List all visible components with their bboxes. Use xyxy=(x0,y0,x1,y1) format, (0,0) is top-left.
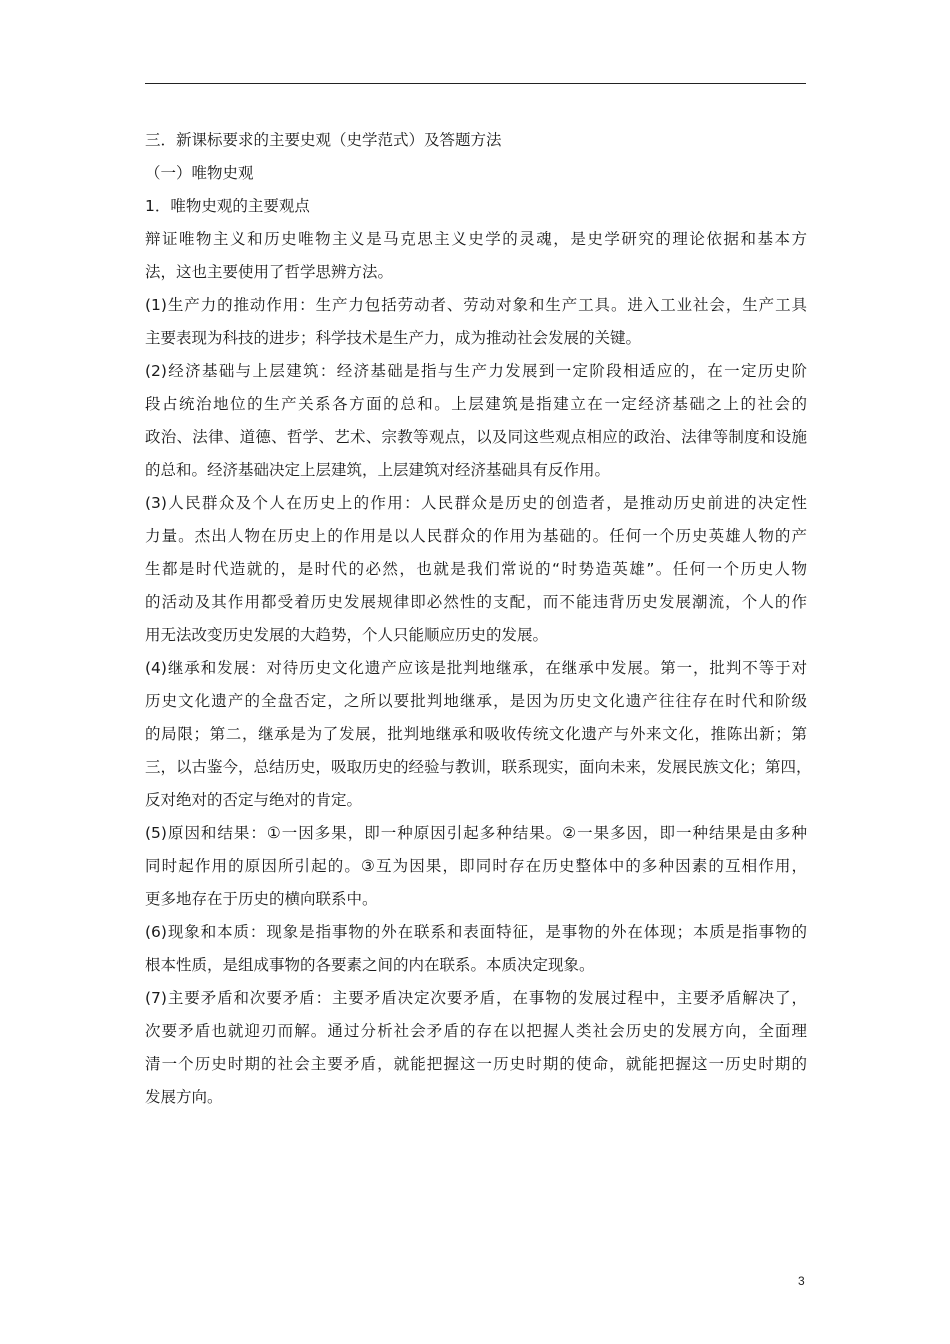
text-line: 更多地存在于历史的横向联系中。 xyxy=(145,890,378,908)
text-line: 同时起作用的原因所引起的。③互为因果，即同时存在历史整体中的多种因素的互相作用， xyxy=(145,857,807,875)
text-line: 生都是时代造就的，是时代的必然，也就是我们常说的“时势造英雄”。任何一个历史人物 xyxy=(145,560,807,578)
text-line: 清一个历史时期的社会主要矛盾，就能把握这一历史时期的使命，就能把握这一历史时期的 xyxy=(145,1055,807,1073)
text-line: 的局限；第二，继承是为了发展，批判地继承和吸收传统文化遗产与外来文化，推陈出新；第 xyxy=(145,725,807,743)
text-line: (6)现象和本质：现象是指事物的外在联系和表面特征，是事物的外在体现；本质是指事物的 xyxy=(145,923,807,941)
text-line: 法，这也主要使用了哲学思辨方法。 xyxy=(145,263,394,281)
text-line: (5)原因和结果：①一因多果，即一种原因引起多种结果。②一果多因，即一种结果是由多种 xyxy=(145,824,807,842)
text-line: (2)经济基础与上层建筑：经济基础是指与生产力发展到一定阶段相适应的，在一定历史阶 xyxy=(145,362,807,380)
text-line: 用无法改变历史发展的大趋势，个人只能顺应历史的发展。 xyxy=(145,626,549,644)
text-line: 的总和。经济基础决定上层建筑，上层建筑对经济基础具有反作用。 xyxy=(145,461,611,479)
text-line: (3)人民群众及个人在历史上的作用：人民群众是历史的创造者，是推动历史前进的决定性 xyxy=(145,494,807,512)
text-line: (7)主要矛盾和次要矛盾：主要矛盾决定次要矛盾，在事物的发展过程中，主要矛盾解决了， xyxy=(145,989,807,1007)
text-line: (4)继承和发展：对待历史文化遗产应该是批判地继承，在继承中发展。第一，批判不等于对 xyxy=(145,659,807,677)
text-line: 主要表现为科技的进步；科学技术是生产力，成为推动社会发展的关键。 xyxy=(145,329,642,347)
text-line: 反对绝对的否定与绝对的肯定。 xyxy=(145,791,363,809)
text-line: 力量。杰出人物在历史上的作用是以人民群众的作用为基础的。任何一个历史英雄人物的产 xyxy=(145,527,807,545)
subsection-heading: （一）唯物史观 xyxy=(145,164,254,182)
topic-heading: 1．唯物史观的主要观点 xyxy=(145,197,310,215)
section-heading: 三．新课标要求的主要史观（史学范式）及答题方法 xyxy=(145,131,502,149)
document-body xyxy=(145,124,815,1114)
text-line: 政治、法律、道德、哲学、艺术、宗教等观点，以及同这些观点相应的政治、法律等制度和设施 xyxy=(145,428,807,446)
text-line: 历史文化遗产的全盘否定，之所以要批判地继承，是因为历史文化遗产往往存在时代和阶级 xyxy=(145,692,807,710)
page-number: 3 xyxy=(798,1274,805,1288)
text-line: (1)生产力的推动作用：生产力包括劳动者、劳动对象和生产工具。进入工业社会，生产工具 xyxy=(145,296,807,314)
text-line: 段占统治地位的生产关系各方面的总和。上层建筑是指建立在一定经济基础之上的社会的 xyxy=(145,395,807,413)
text-line: 根本性质，是组成事物的各要素之间的内在联系。本质决定现象。 xyxy=(145,956,595,974)
text-line: 辩证唯物主义和历史唯物主义是马克思主义史学的灵魂，是史学研究的理论依据和基本方 xyxy=(145,230,807,248)
text-line: 三，以古鉴今，总结历史，吸取历史的经验与教训，联系现实，面向未来，发展民族文化；第四， xyxy=(145,758,812,776)
header-rule xyxy=(145,83,806,84)
text-line: 次要矛盾也就迎刃而解。通过分析社会矛盾的存在以把握人类社会历史的发展方向，全面理 xyxy=(145,1022,807,1040)
text-line: 发展方向。 xyxy=(145,1088,223,1106)
text-line: 的活动及其作用都受着历史发展规律即必然性的支配，而不能违背历史发展潮流，个人的作 xyxy=(145,593,807,611)
